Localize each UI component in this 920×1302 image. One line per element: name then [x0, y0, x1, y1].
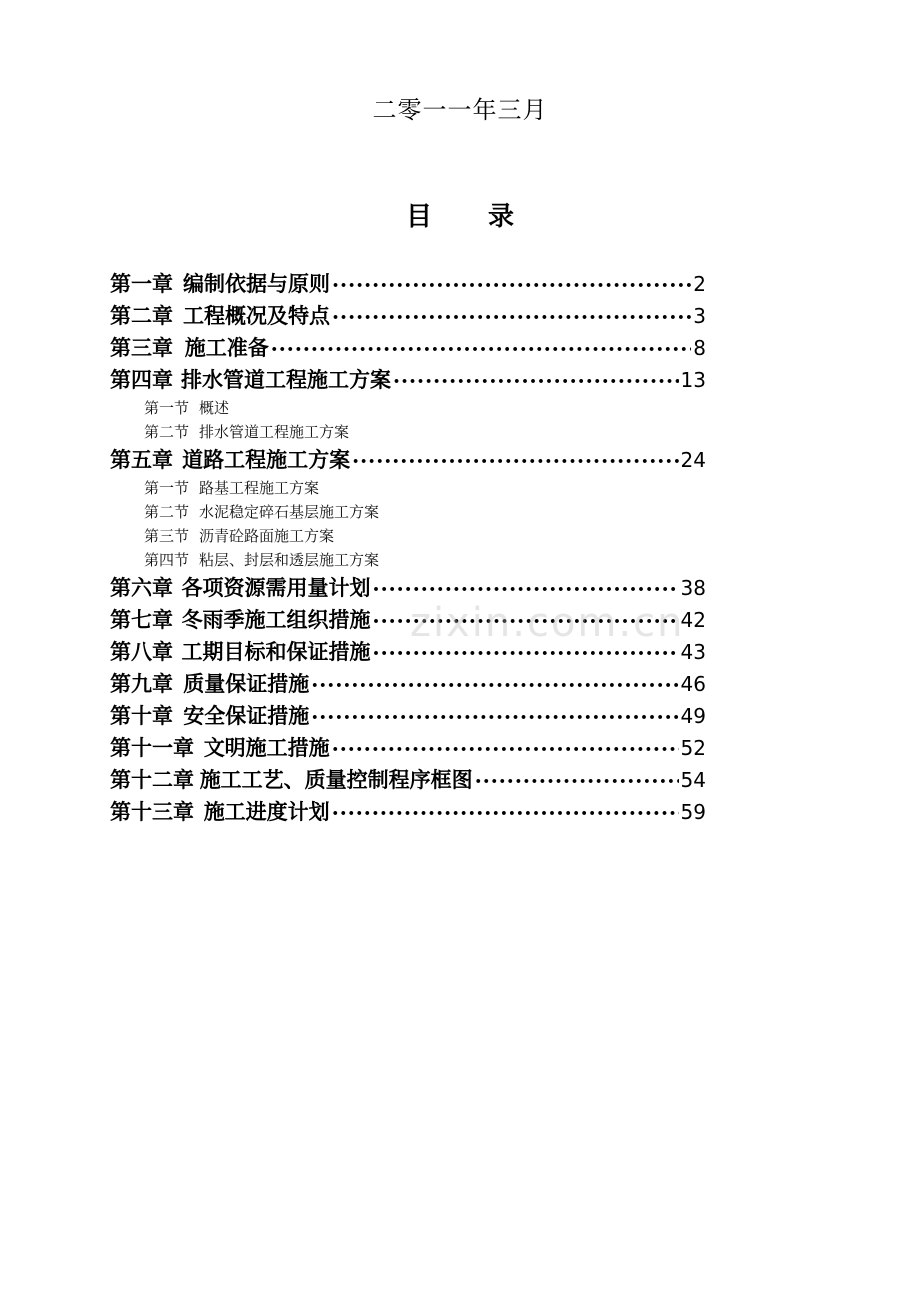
chapter-number: 第十章	[110, 703, 173, 728]
toc-chapter-entry[interactable]	[110, 796, 706, 828]
chapter-title: 冬雨季施工组织措施	[181, 607, 371, 632]
toc-chapter-entry[interactable]	[110, 668, 706, 700]
chapter-number: 第八章	[110, 639, 173, 664]
page-number: 43	[680, 640, 706, 664]
chapter-number: 第十三章	[110, 799, 194, 824]
chapter-number: 第二章	[110, 303, 173, 328]
chapter-title: 各项资源需用量计划	[181, 575, 371, 600]
page-number: 52	[680, 736, 706, 760]
chapter-title: 质量保证措施	[183, 671, 310, 696]
page-number: 42	[680, 608, 706, 632]
dot-leader	[311, 703, 678, 728]
toc-chapter-entry[interactable]	[110, 700, 706, 732]
dot-leader	[311, 671, 678, 696]
chapter-title: 工程概况及特点	[183, 303, 331, 328]
page-number: 3	[693, 304, 706, 328]
dot-leader	[332, 735, 679, 760]
dot-leader	[332, 303, 691, 328]
page-number: 46	[680, 672, 706, 696]
chapter-title: 排水管道工程施工方案	[180, 367, 391, 392]
toc-chapter-entry[interactable]	[110, 364, 706, 396]
document-date: 二零一一年三月	[372, 96, 548, 124]
chapter-number: 第七章	[110, 607, 173, 632]
toc-chapter-entry[interactable]	[110, 300, 706, 332]
page-number: 49	[680, 704, 706, 728]
section-number: 第四节	[144, 551, 190, 569]
toc-section-entry[interactable]	[110, 396, 706, 420]
page-number: 8	[693, 336, 706, 360]
dot-leader	[332, 799, 679, 824]
chapter-title: 施工工艺、质量控制程序框图	[199, 767, 473, 792]
toc-chapter-entry[interactable]	[110, 444, 706, 476]
page-number: 54	[680, 768, 706, 792]
toc-chapter-entry[interactable]	[110, 268, 706, 300]
chapter-title: 道路工程施工方案	[182, 447, 351, 472]
section-title: 粘层、封层和透层施工方案	[199, 551, 380, 569]
toc-chapter-entry[interactable]	[110, 764, 706, 796]
chapter-number: 第九章	[110, 671, 173, 696]
chapter-number: 第十一章	[110, 735, 194, 760]
toc-chapter-entry[interactable]	[110, 604, 706, 636]
page-number: 24	[680, 448, 706, 472]
section-title: 沥青砼路面施工方案	[199, 527, 335, 545]
dot-leader	[332, 271, 691, 296]
page-number: 2	[693, 272, 706, 296]
chapter-title: 安全保证措施	[183, 703, 310, 728]
dot-leader	[352, 447, 678, 472]
table-of-contents	[110, 268, 706, 828]
section-title: 水泥稳定碎石基层施工方案	[199, 503, 380, 521]
watermark: zixin.com.cn	[410, 600, 685, 646]
section-number: 第三节	[144, 527, 190, 545]
dot-leader	[373, 575, 679, 600]
toc-section-entry[interactable]	[110, 524, 706, 548]
page-number: 38	[680, 576, 706, 600]
toc-section-entry[interactable]	[110, 548, 706, 572]
section-title: 概述	[199, 399, 230, 417]
chapter-number: 第六章	[110, 575, 173, 600]
toc-section-entry[interactable]	[110, 476, 706, 500]
chapter-number: 第五章	[110, 447, 173, 472]
chapter-title: 文明施工措施	[203, 735, 330, 760]
dot-leader	[393, 367, 679, 392]
toc-heading-left: 目	[405, 202, 432, 232]
section-number: 第二节	[144, 423, 190, 441]
chapter-title: 编制依据与原则	[183, 271, 331, 296]
toc-chapter-entry[interactable]	[110, 572, 706, 604]
toc-heading	[0, 196, 920, 233]
chapter-number: 第三章	[110, 335, 173, 360]
toc-chapter-entry[interactable]	[110, 636, 706, 668]
dot-leader	[373, 639, 679, 664]
section-title: 路基工程施工方案	[199, 479, 320, 497]
chapter-number: 第四章	[110, 367, 173, 392]
dot-leader	[475, 767, 679, 792]
toc-section-entry[interactable]	[110, 500, 706, 524]
section-number: 第二节	[144, 503, 190, 521]
dot-leader	[373, 607, 679, 632]
section-title: 排水管道工程施工方案	[199, 423, 350, 441]
toc-section-entry[interactable]	[110, 420, 706, 444]
toc-heading-right: 录	[488, 202, 515, 232]
chapter-number: 第一章	[110, 271, 173, 296]
chapter-number: 第十二章	[110, 767, 194, 792]
toc-chapter-entry[interactable]	[110, 732, 706, 764]
chapter-title: 工期目标和保证措施	[181, 639, 371, 664]
toc-chapter-entry[interactable]	[110, 332, 706, 364]
dot-leader	[271, 335, 692, 360]
page-number: 59	[680, 800, 706, 824]
chapter-title: 施工准备	[184, 335, 269, 360]
section-number: 第一节	[144, 399, 190, 417]
chapter-title: 施工进度计划	[203, 799, 330, 824]
section-number: 第一节	[144, 479, 190, 497]
page-number: 13	[680, 368, 706, 392]
